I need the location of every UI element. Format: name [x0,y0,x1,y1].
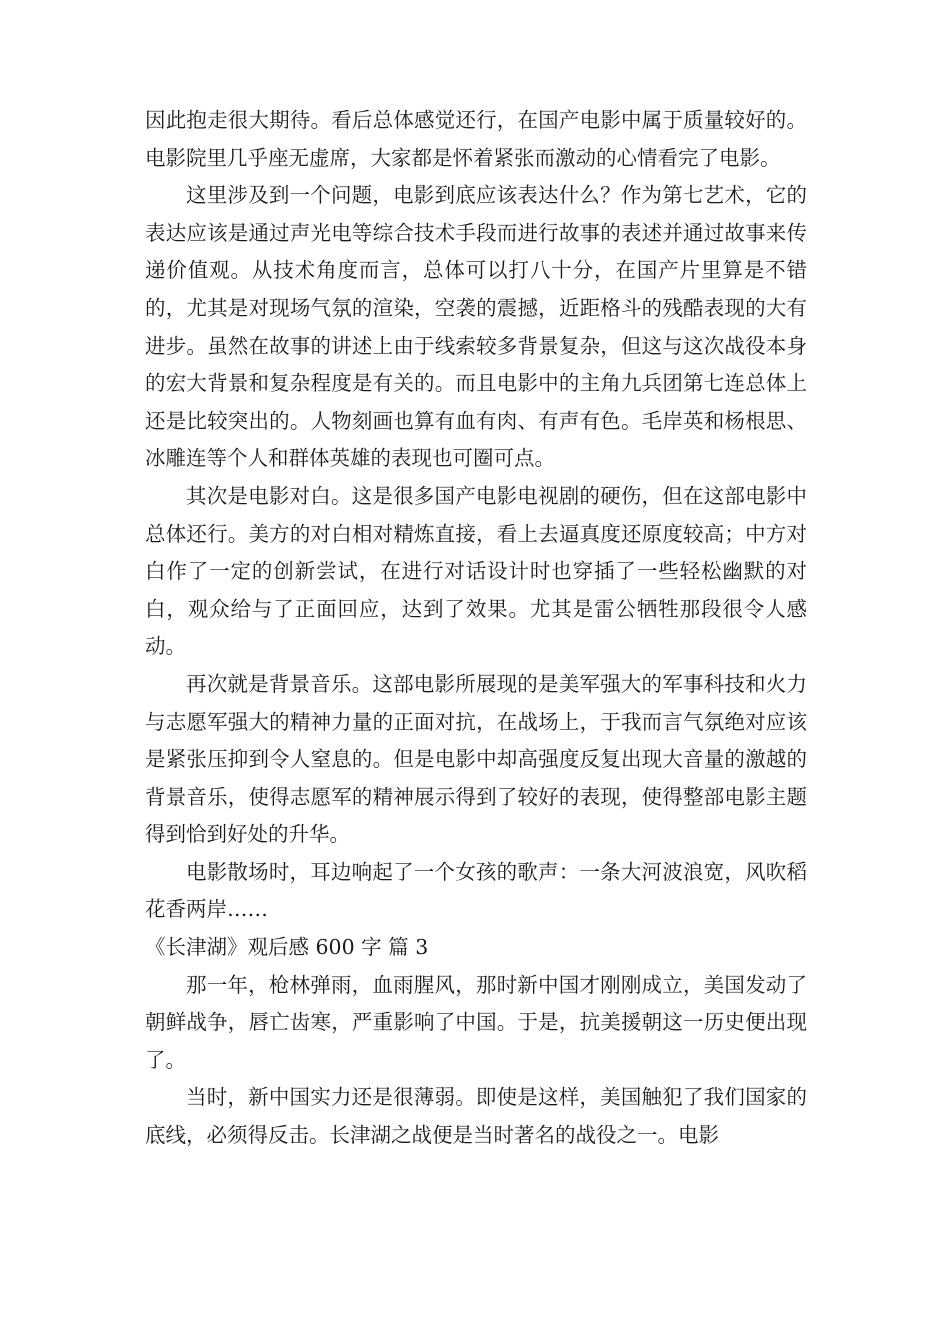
paragraph: 这里涉及到一个问题，电影到底应该表达什么？作为第七艺术，它的表达应该是通过声光电等综合技术手段而进行故事的表述并通过故事来传递价值观。从技术角度而言，总体可以打八十分，在国产片里算是不错的，尤其是对现场气氛的渲染，空袭的震撼，近距格斗的残酷表现的大有进步。虽然在故事的讲述上由于线索较多背景复杂，但这与这次战役本身的宏大背景和复杂程度是有关的。而且电影中的主角九兵团第七连总体上还是比较突出的。人物刻画也算有血有肉、有声有色。毛岸英和杨根思、冰雕连等个人和群体英雄的表现也可圈可点。 [145,183,807,471]
paragraph: 电影散场时，耳边响起了一个女孩的歌声：一条大河波浪宽，风吹稻花香两岸…… [145,859,807,922]
paragraph: 再次就是背景音乐。这部电影所展现的是美军强大的军事科技和火力与志愿军强大的精神力量的正面对抗，在战场上，于我而言气氛绝对应该是紧张压抑到令人窒息的。但是电影中却高强度反复出现大音量的激越的背景音乐，使得志愿军的精神展示得到了较好的表现，使得整部电影主题得到恰到好处的升华。 [145,671,807,847]
paragraph: 因此抱走很大期待。看后总体感觉还行，在国产电影中属于质量较好的。电影院里几乎座无虚席，大家都是怀着紧张而激动的心情看完了电影。 [145,108,807,170]
paragraph: 当时，新中国实力还是很薄弱。即使是这样，美国触犯了我们国家的底线，必须得反击。长津湖之战便是当时著名的战役之一。电影 [145,1085,807,1148]
paragraph: 其次是电影对白。这是很多国产电影电视剧的硬伤，但在这部电影中总体还行。美方的对白相对精炼直接，看上去逼真度还原度较高；中方对白作了一定的创新尝试，在进行对话设计时也穿插了一些轻松幽默的对白，观众给与了正面回应，达到了效果。尤其是雷公牺牲那段很令人感动。 [145,483,807,659]
section-heading: 《长津湖》观后感 600 字 篇 3 [145,935,429,960]
paragraph: 那一年，枪林弹雨，血雨腥风，那时新中国才刚刚成立，美国发动了朝鲜战争，唇亡齿寒，严重影响了中国。于是，抗美援朝这一历史便出现了。 [145,972,807,1072]
document-page [145,102,807,1155]
